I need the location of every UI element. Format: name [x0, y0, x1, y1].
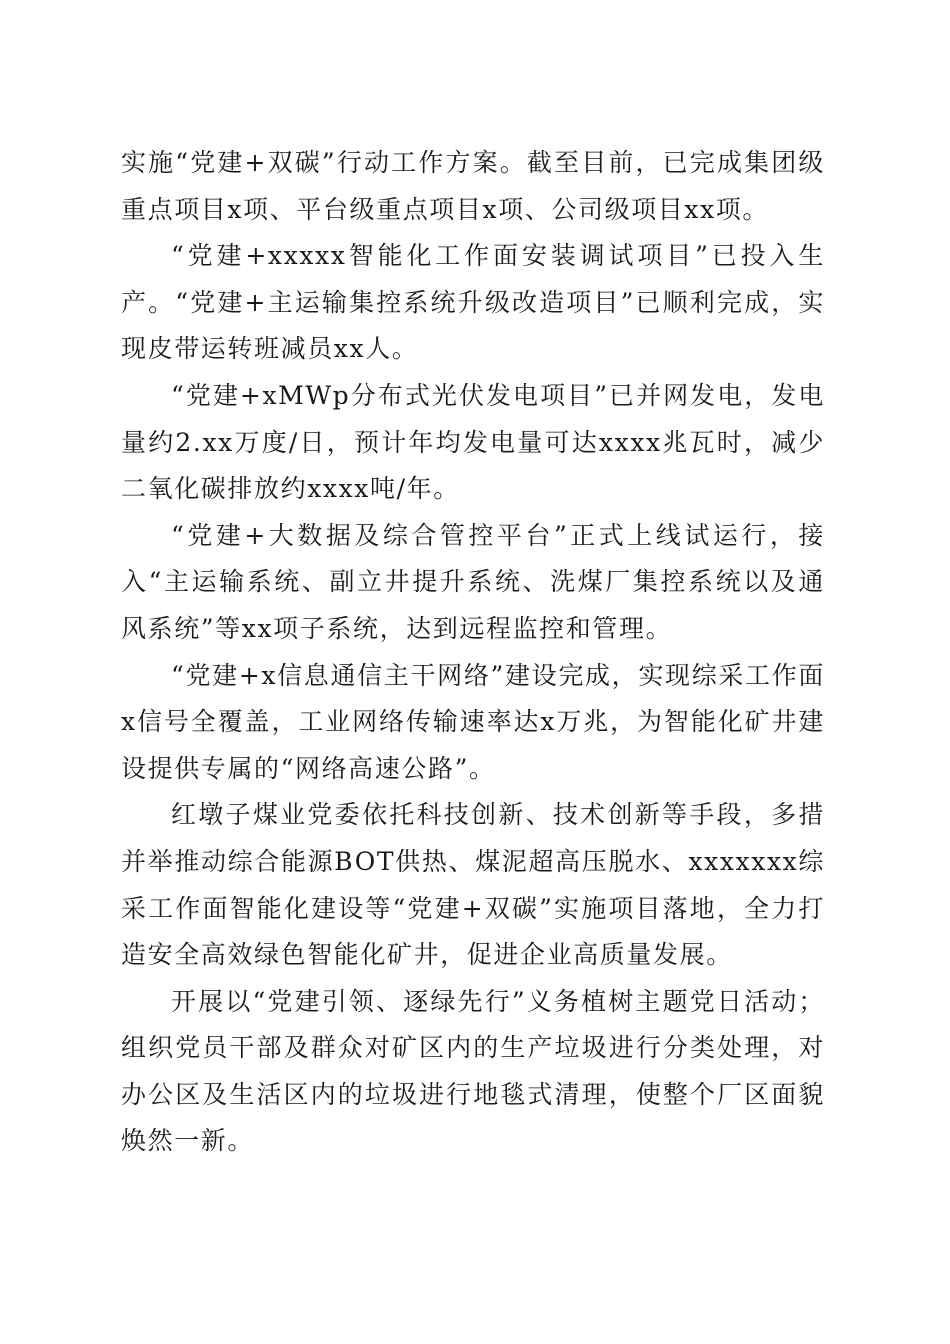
paragraph-intelligent-workface: “党建+xxxxx智能化工作面安装调试项目”已投入生产。“党建+主运输集控系统升级改造项目”已顺利完成，实现皮带运转班减员xx人。 [121, 241, 825, 364]
document-body [121, 140, 825, 1165]
paragraph-action-plan: 实施“党建+双碳”行动工作方案。截至目前，已完成集团级重点项目x项、平台级重点项目x项、公司级项目xx项。 [121, 148, 825, 224]
paragraph-tree-planting: 开展以“党建引领、逐绿先行”义务植树主题党日活动；组织党员干部及群众对矿区内的生产垃圾进行分类处理，对办公区及生活区内的垃圾进行地毯式清理，使整个厂区面貌焕然一新。 [121, 986, 825, 1156]
paragraph-big-data-platform: “党建+大数据及综合管控平台”正式上线试运行，接入“主运输系统、副立井提升系统、洗煤厂集控系统以及通风系统”等xx项子系统，达到远程监控和管理。 [121, 520, 825, 643]
paragraph-party-committee: 红墩子煤业党委依托科技创新、技术创新等手段，多措并举推动综合能源BOT供热、煤泥超高压脱水、xxxxxxx综采工作面智能化建设等“党建+双碳”实施项目落地，全力打造安全高效绿色智能化矿井，促进企业高质量发展。 [121, 800, 825, 970]
paragraph-communication-network: “党建+x信息通信主干网络”建设完成，实现综采工作面x信号全覆盖，工业网络传输速率达x万兆，为智能化矿井建设提供专属的“网络高速公路”。 [121, 660, 825, 783]
paragraph-photovoltaic: “党建+xMWp分布式光伏发电项目”已并网发电，发电量约2.xx万度/日，预计年均发电量可达xxxx兆瓦时，减少二氧化碳排放约xxxx吨/年。 [121, 380, 825, 504]
